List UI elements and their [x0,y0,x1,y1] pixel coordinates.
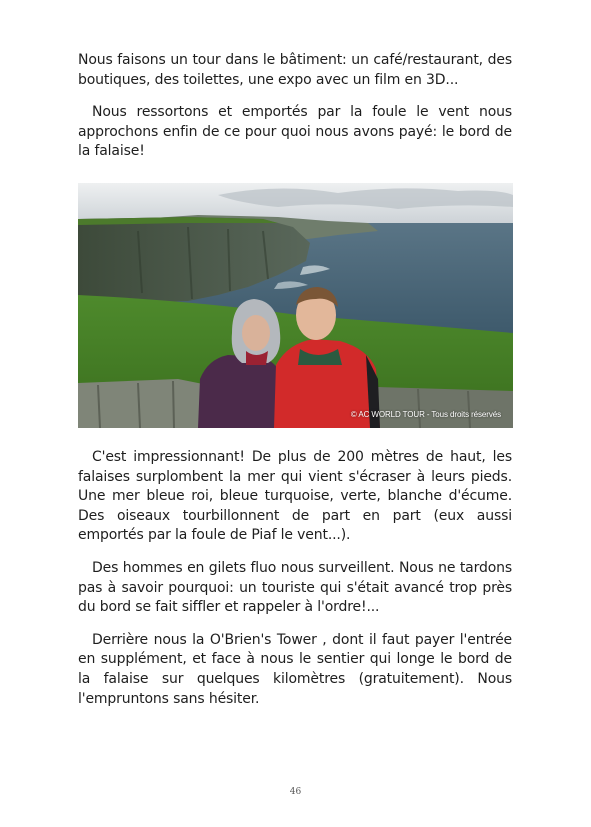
paragraph-1: Nous faisons un tour dans le bâtiment: un café/restaurant, des boutiques, des toilettes, une expo avec un film en 3D... [78,52,512,88]
photo-watermark: © AC WORLD TOUR - Tous droits réservés [350,410,501,419]
paragraph-group-top [78,51,512,162]
paragraph-4: Des hommes en gilets fluo nous surveillent. Nous ne tardons pas à savoir pourquoi: un touriste qui s'était avancé trop près du bord se fait siffler et rappeler à l'ordre!... [78,559,512,616]
paragraph-3: C'est impressionnant! De plus de 200 mètres de haut, les falaises surplombent la mer qui vient s'écraser à leurs pieds. Une mer bleue roi, bleue turquoise, verte, blanche d'écume. Des oiseaux tourbillonnent de part en part (eux aussi emportés par la foule de Piaf le vent...). [78,449,512,544]
paragraph-group-bottom [78,448,512,709]
paragraph-2: Nous ressortons et emportés par la foule le vent nous approchons enfin de ce pour quoi nous avons payé: le bord de la falaise! [78,104,512,160]
paragraph-5: Derrière nous la O'Brien's Tower , dont il faut payer l'entrée en supplément, et face à nous le sentier qui longe le bord de la falaise sur quelques kilomètres (gratuitement). Nous l'empruntons sans hésiter. [78,631,512,707]
page-number: 46 [289,787,302,797]
photo-illustration [78,183,513,428]
cliffs-photo [78,183,513,428]
